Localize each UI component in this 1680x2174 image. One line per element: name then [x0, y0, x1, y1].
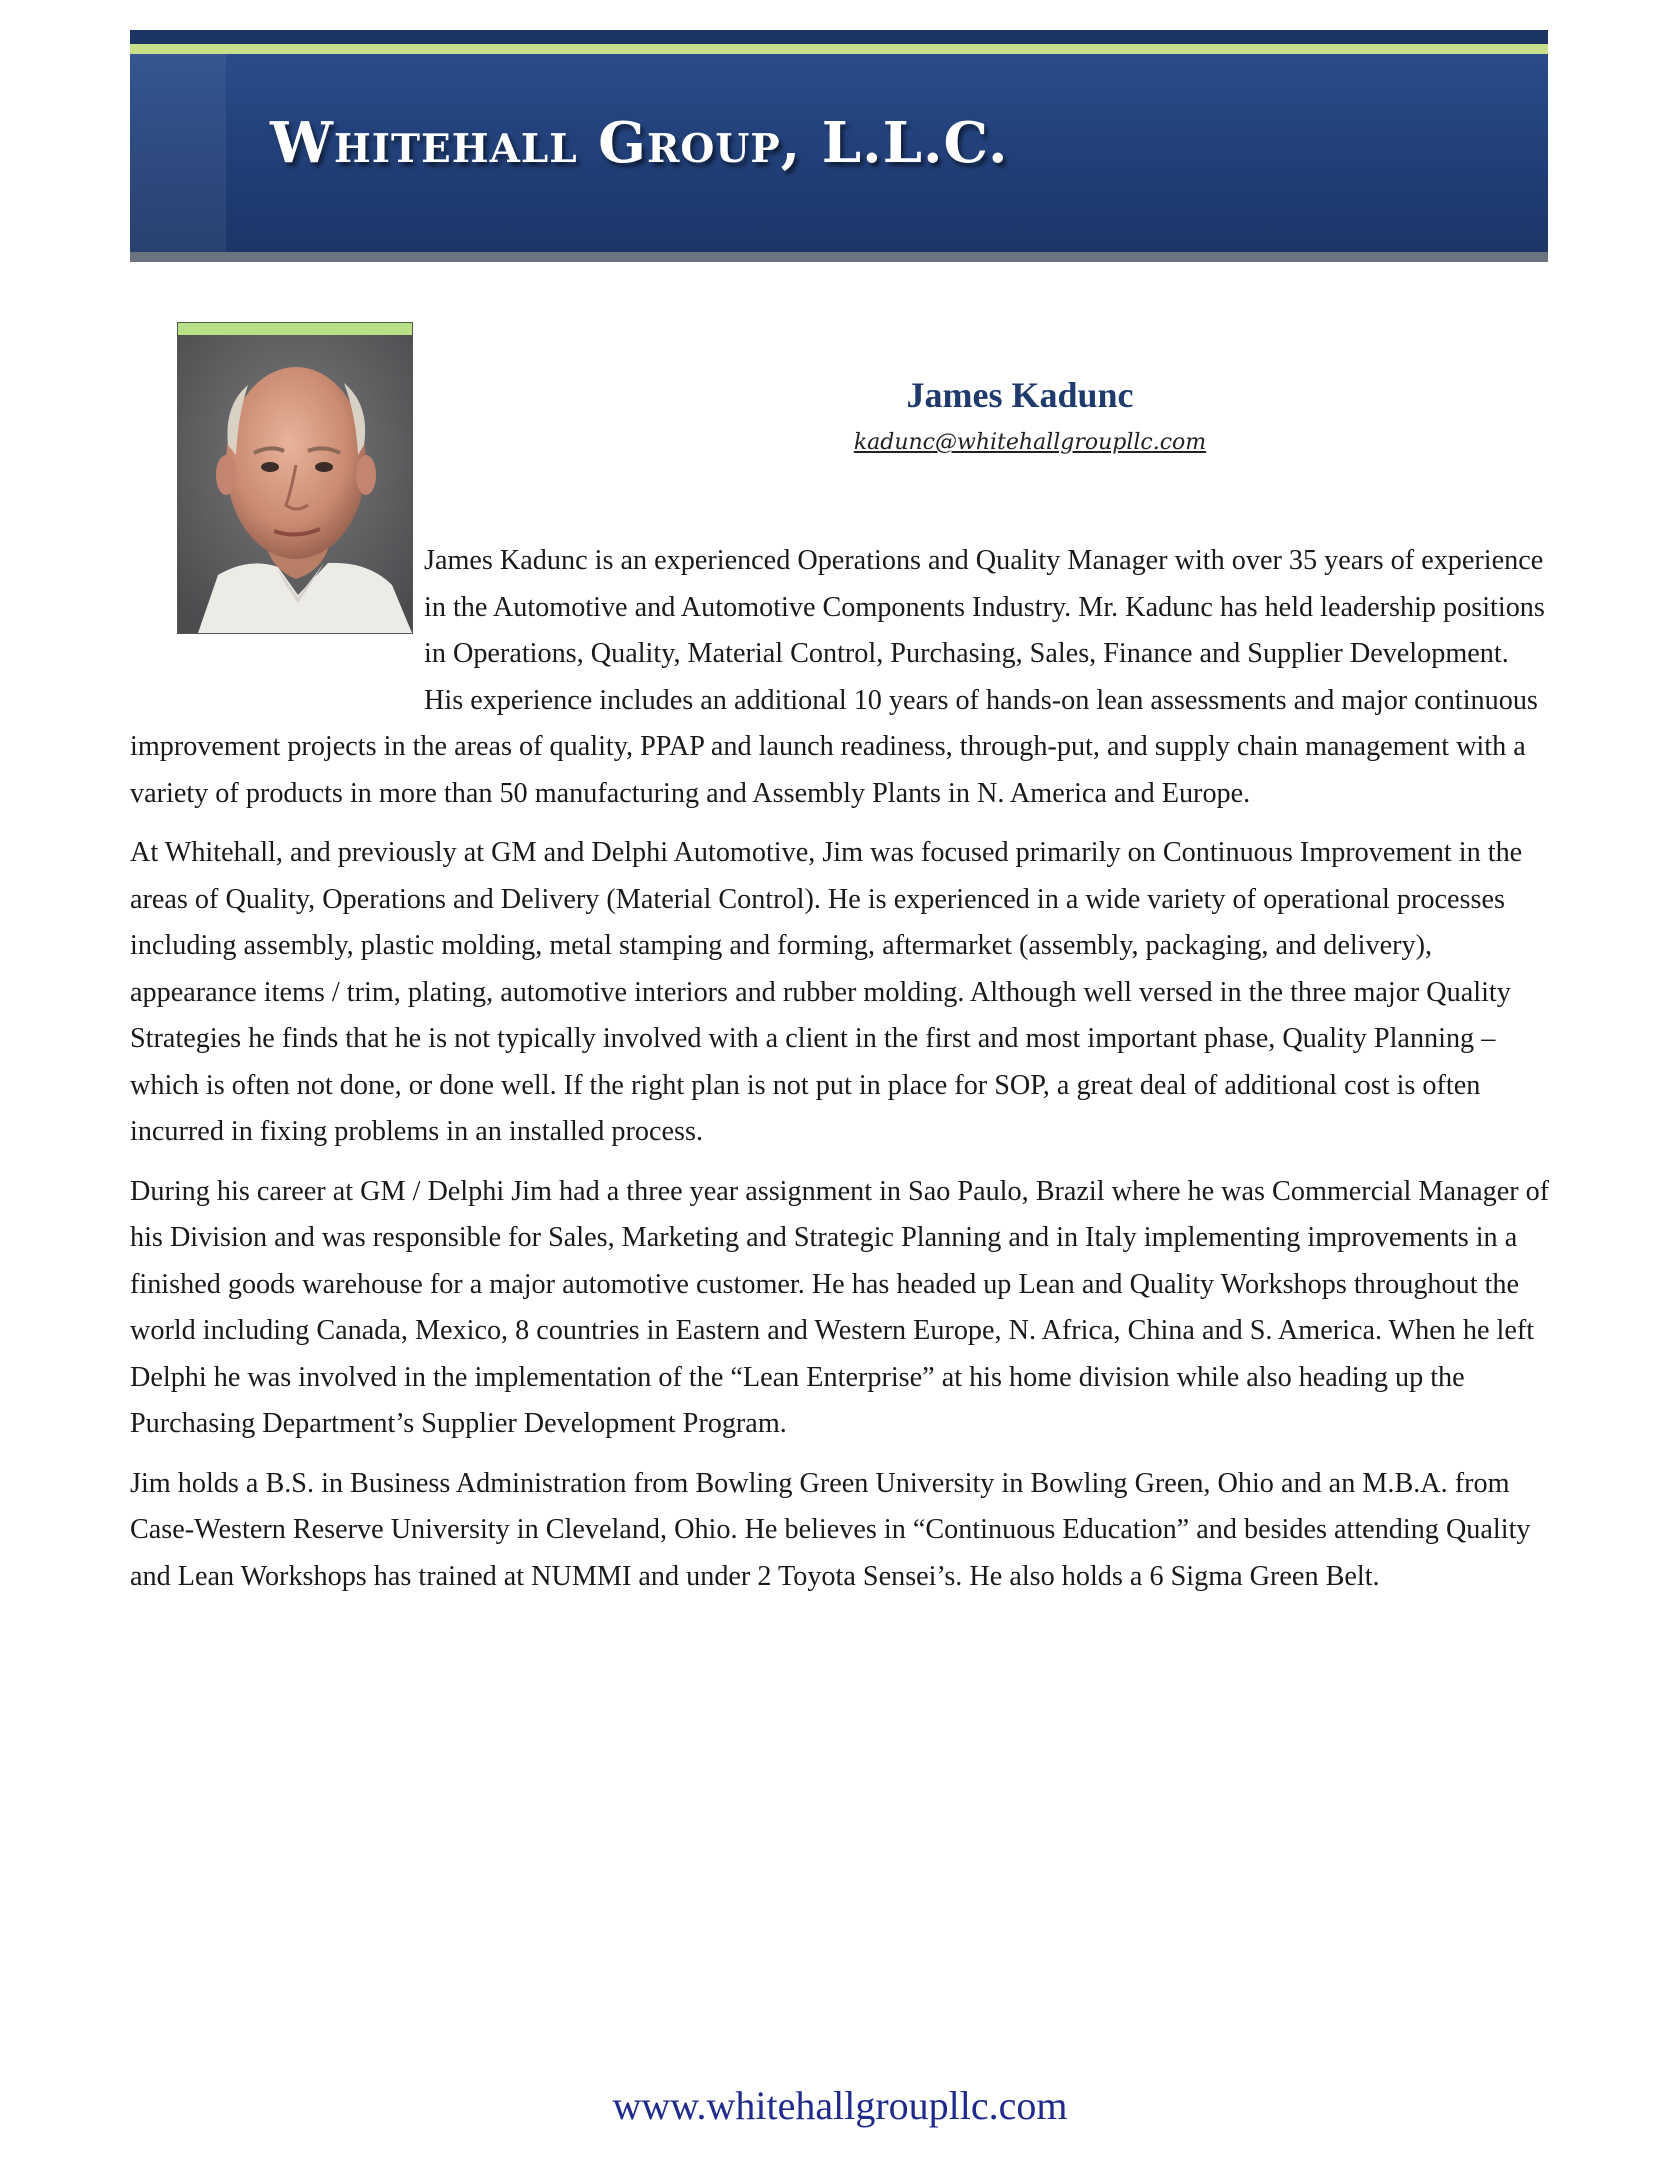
bio-paragraph-1: James Kadunc is an experienced Operations and Quality Manager with over 35 years of experience in the Automotive and Automotive Components Industry. Mr. Kadunc has held leadership positions in Operations, Quality, Material Control, Purchasing, Sales, Finance and Supplier Development. His experience includes an additional 10 years of hands-on lean assessments and major continuous improvement projects in the areas of quality, PPAP and launch readiness, through-put, and supply chain management with a variety of products in more than 50 manufacturing and Assembly Plants in N. America and Europe.	[130, 545, 1545, 809]
email-link[interactable]: kadunc@whitehallgroupllc.com	[853, 430, 1207, 455]
banner-bottom-stripe	[130, 252, 1548, 262]
bio-paragraph-4: Jim holds a B.S. in Business Administration from Bowling Green University in Bowling Green, Ohio and an M.B.A. from Case-Western Reserve University in Cleveland, Ohio. He believes in “Continuous Education” and besides attending Quality and Lean Workshops has trained at NUMMI and under 2 Toyota Sensei’s. He also holds a 6 Sigma Green Belt.	[130, 1467, 1531, 1592]
photo-float-spacer	[130, 538, 424, 678]
banner-green-stripe	[130, 44, 1548, 54]
banner-left-band	[130, 54, 226, 252]
header-banner	[130, 30, 1548, 262]
photo-top-accent	[178, 323, 412, 335]
company-name: Whitehall Group, L.L.C.	[270, 110, 1009, 176]
bio-paragraph-2: At Whitehall, and previously at GM and Delphi Automotive, Jim was focused primarily on Continuous Improvement in the areas of Quality, Operations and Delivery (Material Control). He is experienced in a wide variety of operational processes including assembly, plastic molding, metal stamping and forming, aftermarket (assembly, packaging, and delivery), appearance items / trim, plating, automotive interiors and rubber molding. Although well versed in the three major Quality Strategies he finds that he is not typically involved with a client in the first and most important phase, Quality Planning – which is often not done, or done well. If the right plan is not put in place for SOP, a great deal of additional cost is often incurred in fixing problems in an installed process.	[130, 837, 1523, 1147]
person-name: James Kadunc	[906, 375, 1134, 415]
bio-paragraph-3: During his career at GM / Delphi Jim had a three year assignment in Sao Paulo, Brazil where he was Commercial Manager of his Division and was responsible for Sales, Marketing and Strategic Planning and in Italy implementing improvements in a finished goods warehouse for a major automotive customer. He has headed up Lean and Quality Workshops throughout the world including Canada, Mexico, 8 countries in Eastern and Western Europe, N. Africa, China and S. America. When he left Delphi he was involved in the implementation of the “Lean Enterprise” at his home division while also heading up the Purchasing Department’s Supplier Development Program.	[130, 1175, 1550, 1439]
website-link[interactable]: www.whitehallgroupllc.com	[612, 2083, 1068, 2128]
banner-top-stripe	[130, 30, 1548, 44]
bio-section	[130, 538, 1550, 1613]
